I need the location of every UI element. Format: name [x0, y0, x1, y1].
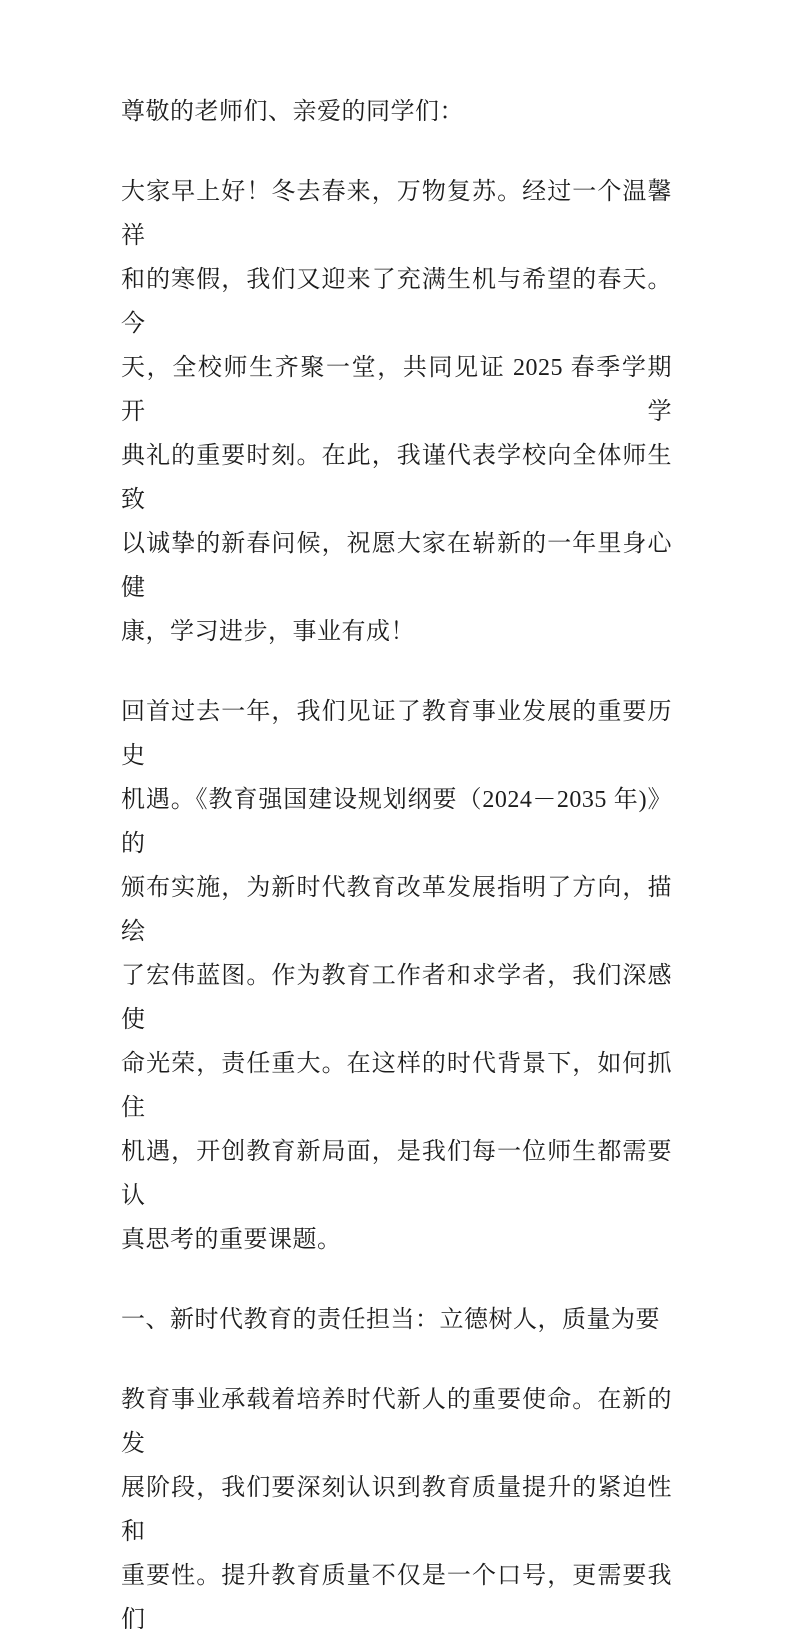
text-line: 和的寒假，我们又迎来了充满生机与希望的春天。今 — [121, 267, 672, 337]
text-line: 典礼的重要时刻。在此，我谨代表学校向全体师生致 — [121, 443, 672, 513]
paragraph-section-1-body — [121, 1378, 672, 1642]
text-line: 颁布实施，为新时代教育改革发展指明了方向，描绘 — [121, 875, 672, 945]
text-line: 机遇。《教育强国建设规划纲要（2024－2035 年)》的 — [121, 787, 672, 857]
text-line: 尊敬的老师们、亲爱的同学们： — [121, 99, 464, 125]
text-line: 重要性。提升教育质量不仅是一个口号，更需要我们 — [121, 1563, 672, 1633]
text-line: 教育事业承载着培养时代新人的重要使命。在新的发 — [121, 1387, 672, 1457]
paragraph-opening — [121, 170, 672, 654]
text-line: 天，全校师生齐聚一堂，共同见证 2025 春季学期开学 — [121, 355, 672, 425]
text-line: 一、新时代教育的责任担当：立德树人，质量为要 — [121, 1307, 660, 1333]
text-line: 真思考的重要课题。 — [121, 1227, 342, 1253]
section-heading-1 — [121, 1298, 672, 1342]
text-line: 机遇，开创教育新局面，是我们每一位师生都需要认 — [121, 1139, 672, 1209]
text-line: 展阶段，我们要深刻认识到教育质量提升的紧迫性和 — [121, 1475, 672, 1545]
text-line: 了宏伟蓝图。作为教育工作者和求学者，我们深感使 — [121, 963, 672, 1033]
paragraph-greeting — [121, 90, 672, 134]
text-line: 以诚挚的新春问候，祝愿大家在崭新的一年里身心健 — [121, 531, 672, 601]
text-line: 回首过去一年，我们见证了教育事业发展的重要历史 — [121, 699, 672, 769]
text-line: 大家早上好！冬去春来，万物复苏。经过一个温馨祥 — [121, 179, 672, 249]
text-line: 命光荣，责任重大。在这样的时代背景下，如何抓住 — [121, 1051, 672, 1121]
paragraph-review — [121, 690, 672, 1262]
text-line: 康，学习进步，事业有成！ — [121, 619, 415, 645]
